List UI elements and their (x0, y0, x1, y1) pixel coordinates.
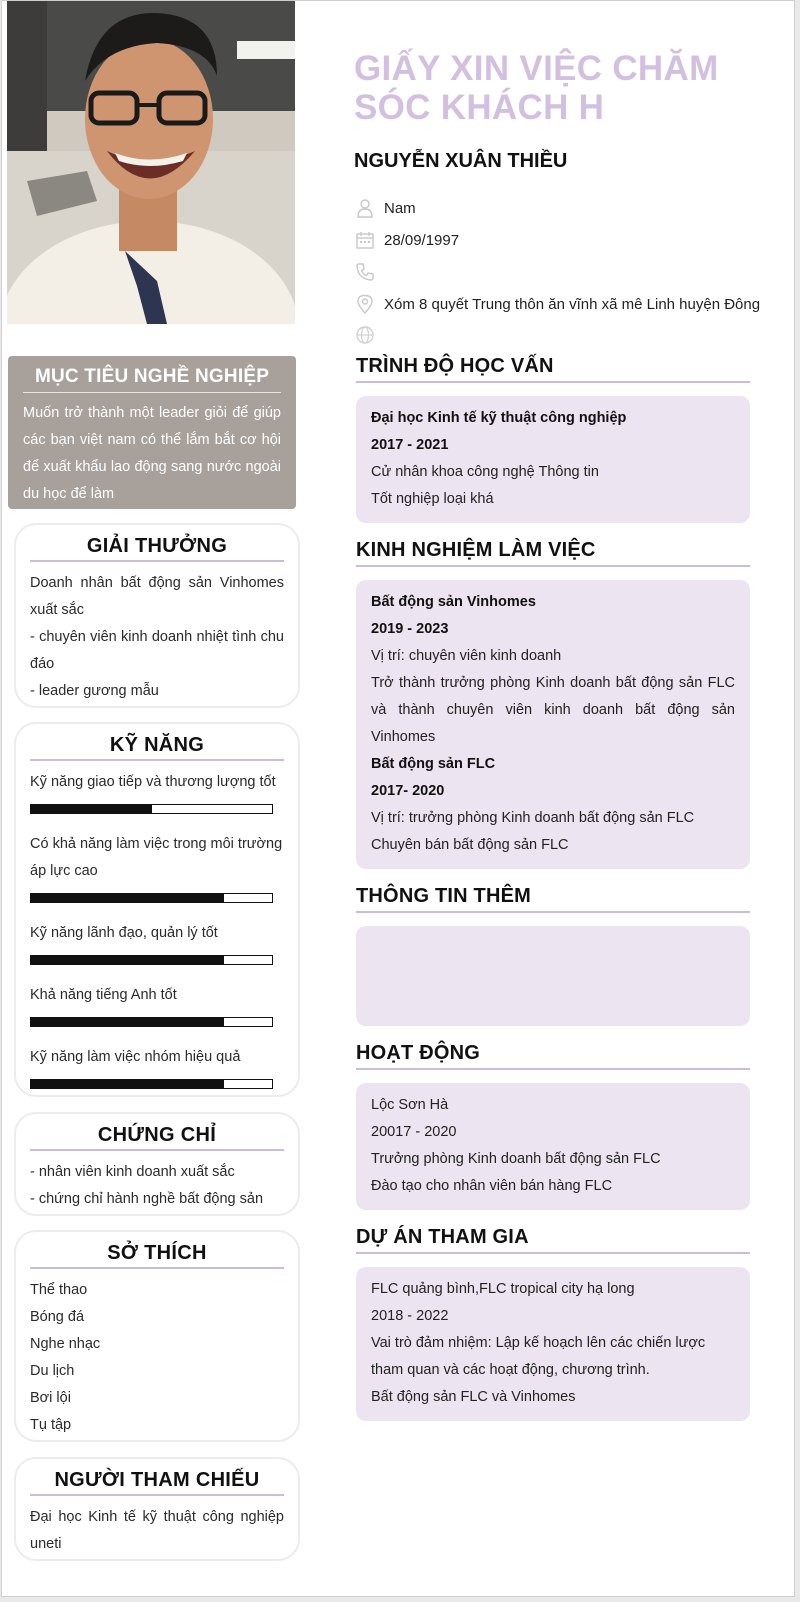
award-item: - chuyên viên kinh doanh nhiệt tình chu đáo (30, 629, 284, 672)
skill-level-fill (31, 805, 152, 813)
objective-title: MỤC TIÊU NGHỀ NGHIỆP (23, 366, 281, 393)
job-company: Bất động sản Vinhomes (371, 594, 536, 610)
reference-text: Đại học Kinh tế kỹ thuật công nghiệp uneti (30, 1509, 284, 1552)
project-period: 2018 - 2022 (371, 1308, 449, 1324)
calendar-icon (354, 229, 376, 251)
project-role: Vai trò đảm nhiệm: Lập kế hoạch lên các chiến lược tham quan và các hoạt động, chương trình. (371, 1335, 706, 1378)
hobby-item: Nghe nhạc (30, 1336, 101, 1352)
hobbies-title: SỞ THÍCH (30, 1242, 284, 1269)
activities-title: HOẠT ĐỘNG (356, 1042, 750, 1070)
extra-info-box (356, 926, 750, 1026)
hobby-item: Thể thao (30, 1282, 88, 1298)
activity-period: 20017 - 2020 (371, 1124, 457, 1140)
job-period: 2019 - 2023 (371, 621, 449, 637)
skill-level-fill (31, 1018, 224, 1026)
references-section (14, 1457, 300, 1561)
projects-title: DỰ ÁN THAM GIA (356, 1226, 750, 1254)
education-period: 2017 - 2021 (371, 437, 449, 453)
awards-title: GIẢI THƯỞNG (30, 535, 284, 562)
job-period: 2017- 2020 (371, 783, 445, 799)
phone-icon (354, 261, 376, 283)
job-company: Bất động sản FLC (371, 756, 496, 772)
projects-box (356, 1267, 750, 1421)
activity-description: Đào tạo cho nhân viên bán hàng FLC (371, 1178, 613, 1194)
birthday-value: 28/09/1997 (384, 231, 460, 249)
skills-section (14, 722, 300, 1097)
skill-name: Kỹ năng giao tiếp và thương lượng tốt (30, 774, 276, 790)
address-row (354, 292, 760, 316)
job-description: Chuyên bán bất động sản FLC (371, 837, 569, 853)
profile-photo (7, 1, 295, 324)
skill-name: Kỹ năng lãnh đạo, quản lý tốt (30, 925, 218, 941)
gender-value: Nam (384, 199, 416, 217)
education-title: TRÌNH ĐỘ HỌC VẤN (356, 355, 750, 383)
project-name: FLC quảng bình,FLC tropical city hạ long (371, 1281, 635, 1297)
job-position: Vị trí: chuyên viên kinh doanh (371, 648, 562, 664)
award-item: - leader gương mẫu (30, 683, 159, 699)
cv-title: GIẤY XIN VIỆC CHĂM SÓC KHÁCH H (354, 49, 719, 127)
hobbies-section (14, 1230, 300, 1442)
skill-name: Kỹ năng làm việc nhóm hiệu quả (30, 1049, 241, 1065)
skill-name: Có khả năng làm việc trong môi trường áp lực cao (30, 836, 283, 879)
job-description: Trở thành trưởng phòng Kinh doanh bất động sản FLC và thành chuyên viên kinh doanh bất động sản Vinhomes (371, 675, 735, 745)
skill-level-bar (30, 1079, 273, 1089)
location-pin-icon (354, 293, 376, 315)
skill-level-fill (31, 956, 224, 964)
references-title: NGƯỜI THAM CHIẾU (30, 1469, 284, 1496)
candidate-name: NGUYỄN XUÂN THIỀU (354, 150, 568, 172)
hobby-item: Bơi lội (30, 1390, 71, 1406)
certificate-item: - nhân viên kinh doanh xuất sắc (30, 1164, 235, 1180)
extra-info-title: THÔNG TIN THÊM (356, 885, 750, 913)
education-grade: Tốt nghiệp loại khá (371, 491, 494, 507)
activity-organization: Lộc Sơn Hà (371, 1097, 449, 1113)
website-row (354, 323, 384, 347)
gender-row (354, 196, 416, 220)
skill-level-fill (31, 894, 224, 902)
education-school: Đại học Kinh tế kỹ thuật công nghiệp (371, 410, 627, 426)
skill-name: Khả năng tiếng Anh tốt (30, 987, 177, 1003)
skill-level-fill (31, 1080, 224, 1088)
address-value: Xóm 8 quyết Trung thôn ăn vĩnh xã mê Linh huyện Đông (384, 295, 761, 313)
education-major: Cử nhân khoa công nghệ Thông tin (371, 464, 599, 480)
objective-text: Muốn trở thành một leader giỏi để giúp các bạn việt nam có thể lắm bắt cơ hội để xuất khẩu lao động sang nước ngoài du học để làm (23, 405, 281, 502)
globe-icon (354, 324, 376, 346)
award-item: Doanh nhân bất động sản Vinhomes xuất sắc (30, 575, 284, 618)
certificate-item: - chứng chỉ hành nghề bất động sản (30, 1191, 264, 1207)
activity-role: Trưởng phòng Kinh doanh bất động sản FLC (371, 1151, 661, 1167)
skills-title: KỸ NĂNG (30, 734, 284, 761)
skill-level-bar (30, 1017, 273, 1027)
project-client: Bất động sản FLC và Vinhomes (371, 1389, 576, 1405)
phone-row (354, 260, 384, 284)
job-position: Vị trí: trưởng phòng Kinh doanh bất động sản FLC (371, 810, 695, 826)
hobby-item: Du lịch (30, 1363, 75, 1379)
skill-level-bar (30, 893, 273, 903)
skill-level-bar (30, 804, 273, 814)
certificates-section (14, 1112, 300, 1216)
activities-box (356, 1083, 750, 1210)
cv-page (1, 0, 795, 1597)
portrait-image (7, 1, 295, 324)
experience-title: KINH NGHIỆM LÀM VIỆC (356, 539, 750, 567)
person-icon (354, 197, 376, 219)
objective-section (8, 356, 296, 509)
hobby-item: Tụ tập (30, 1417, 72, 1433)
skill-level-bar (30, 955, 273, 965)
experience-box (356, 580, 750, 869)
education-box (356, 396, 750, 523)
awards-section (14, 523, 300, 708)
hobby-item: Bóng đá (30, 1309, 85, 1325)
skills-list (30, 769, 284, 1089)
certificates-title: CHỨNG CHỈ (30, 1124, 284, 1151)
birthday-row (354, 228, 459, 252)
